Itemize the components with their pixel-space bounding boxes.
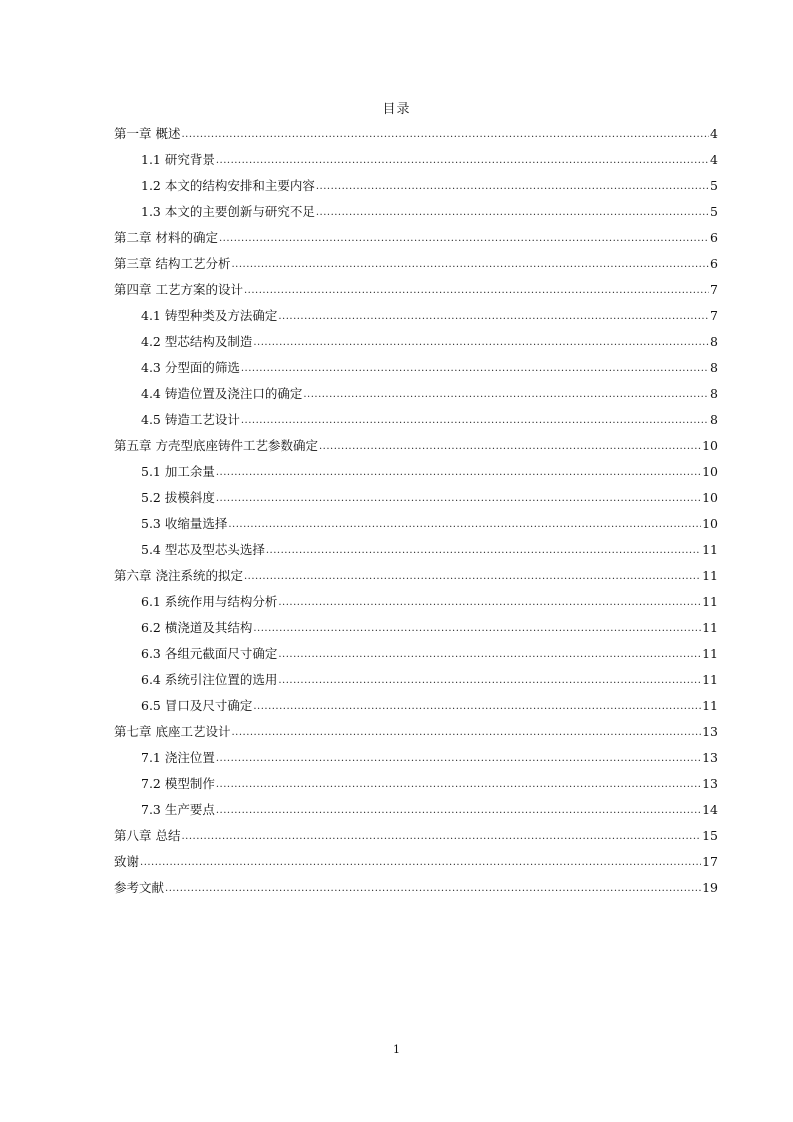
toc-entry[interactable] xyxy=(114,173,718,199)
toc-entry-label: 第六章 浇注系统的拟定 xyxy=(114,568,243,583)
toc-entry[interactable] xyxy=(114,459,718,485)
toc-leader-dots xyxy=(216,773,701,797)
toc-entry-page: 11 xyxy=(702,646,718,661)
toc-entry-page: 8 xyxy=(710,360,718,375)
toc-entry-label: 第四章 工艺方案的设计 xyxy=(114,282,243,297)
toc-entry-page: 13 xyxy=(702,724,718,739)
toc-entry-label: 4.1 铸型种类及方法确定 xyxy=(141,308,278,323)
toc-leader-dots xyxy=(253,617,701,641)
toc-entry-label: 1.1 研究背景 xyxy=(141,152,215,167)
toc-entry[interactable] xyxy=(114,667,718,693)
toc-leader-dots xyxy=(241,357,709,381)
toc-entry[interactable] xyxy=(114,615,718,641)
toc-entry-page: 5 xyxy=(710,178,718,193)
toc-entry[interactable] xyxy=(114,589,718,615)
toc-leader-dots xyxy=(181,825,701,849)
toc-entry-label: 1.2 本文的结构安排和主要内容 xyxy=(141,178,315,193)
toc-entry-page: 8 xyxy=(710,386,718,401)
toc-entry-page: 17 xyxy=(702,854,718,869)
toc-entry-page: 11 xyxy=(702,594,718,609)
toc-entry-label: 第三章 结构工艺分析 xyxy=(114,256,231,271)
toc-entry-label: 7.1 浇注位置 xyxy=(141,750,215,765)
toc-leader-dots xyxy=(278,643,701,667)
toc-entry-page: 8 xyxy=(710,334,718,349)
toc-leader-dots xyxy=(316,201,709,225)
toc-leader-dots xyxy=(266,539,701,563)
toc-entry-page: 13 xyxy=(702,776,718,791)
toc-leader-dots xyxy=(303,383,709,407)
toc-entry-label: 6.5 冒口及尺寸确定 xyxy=(141,698,253,713)
toc-entry[interactable] xyxy=(114,329,718,355)
toc-entry-label: 4.3 分型面的筛选 xyxy=(141,360,240,375)
toc-leader-dots xyxy=(228,513,701,537)
toc-entry-label: 5.2 拔模斜度 xyxy=(141,490,215,505)
toc-entry[interactable] xyxy=(114,693,718,719)
toc-entry[interactable] xyxy=(114,199,718,225)
toc-entry[interactable] xyxy=(114,121,718,147)
toc-entry-page: 11 xyxy=(702,672,718,687)
toc-entry[interactable] xyxy=(114,407,718,433)
toc-entry[interactable] xyxy=(114,719,718,745)
toc-entry-label: 1.3 本文的主要创新与研究不足 xyxy=(141,204,315,219)
toc-entry-label: 4.2 型芯结构及制造 xyxy=(141,334,253,349)
toc-leader-dots xyxy=(244,565,701,589)
toc-entry-label: 致谢 xyxy=(114,854,140,869)
toc-entry[interactable] xyxy=(114,563,718,589)
toc-leader-dots xyxy=(253,331,709,355)
toc-entry-label: 第二章 材料的确定 xyxy=(114,230,218,245)
toc-entry-label: 4.4 铸造位置及浇注口的确定 xyxy=(141,386,303,401)
toc-leader-dots xyxy=(216,799,701,823)
table-of-contents xyxy=(114,121,718,901)
toc-leader-dots xyxy=(278,591,701,615)
toc-leader-dots xyxy=(241,409,709,433)
toc-entry[interactable] xyxy=(114,823,718,849)
toc-entry-page: 6 xyxy=(710,256,718,271)
toc-entry-label: 5.4 型芯及型芯头选择 xyxy=(141,542,265,557)
toc-leader-dots xyxy=(165,877,701,901)
toc-entry-label: 6.2 横浇道及其结构 xyxy=(141,620,253,635)
toc-entry-label: 6.1 系统作用与结构分析 xyxy=(141,594,278,609)
toc-entry-label: 第一章 概述 xyxy=(114,126,181,141)
toc-entry[interactable] xyxy=(114,849,718,875)
toc-entry-page: 10 xyxy=(702,438,718,453)
toc-entry-page: 11 xyxy=(702,620,718,635)
toc-entry[interactable] xyxy=(114,225,718,251)
toc-entry[interactable] xyxy=(114,355,718,381)
toc-entry[interactable] xyxy=(114,641,718,667)
toc-entry-label: 7.3 生产要点 xyxy=(141,802,215,817)
toc-leader-dots xyxy=(219,227,709,251)
toc-entry-label: 第五章 方壳型底座铸件工艺参数确定 xyxy=(114,438,318,453)
toc-entry-page: 10 xyxy=(702,516,718,531)
toc-entry[interactable] xyxy=(114,771,718,797)
page-number: 1 xyxy=(393,1043,400,1056)
toc-entry-label: 第七章 底座工艺设计 xyxy=(114,724,231,739)
toc-entry[interactable] xyxy=(114,745,718,771)
toc-entry-page: 4 xyxy=(710,152,718,167)
toc-leader-dots xyxy=(216,461,701,485)
toc-entry[interactable] xyxy=(114,511,718,537)
toc-leader-dots xyxy=(278,305,709,329)
toc-entry[interactable] xyxy=(114,303,718,329)
toc-leader-dots xyxy=(140,851,701,875)
toc-entry-label: 4.5 铸造工艺设计 xyxy=(141,412,240,427)
toc-entry-page: 15 xyxy=(702,828,718,843)
toc-entry-page: 13 xyxy=(702,750,718,765)
toc-leader-dots xyxy=(216,487,701,511)
toc-entry-label: 第八章 总结 xyxy=(114,828,181,843)
toc-entry[interactable] xyxy=(114,251,718,277)
toc-leader-dots xyxy=(278,669,701,693)
toc-entry[interactable] xyxy=(114,485,718,511)
toc-leader-dots xyxy=(231,253,709,277)
toc-entry-label: 5.3 收缩量选择 xyxy=(141,516,228,531)
toc-entry-page: 10 xyxy=(702,490,718,505)
toc-entry-page: 19 xyxy=(702,880,718,895)
toc-leader-dots xyxy=(216,149,709,173)
page-title: 目录 xyxy=(382,102,411,117)
toc-entry[interactable] xyxy=(114,433,718,459)
toc-entry-page: 11 xyxy=(702,542,718,557)
toc-leader-dots xyxy=(319,435,701,459)
toc-entry[interactable] xyxy=(114,797,718,823)
toc-entry-label: 5.1 加工余量 xyxy=(141,464,215,479)
toc-entry-page: 7 xyxy=(710,282,718,297)
toc-entry-label: 6.3 各组元截面尺寸确定 xyxy=(141,646,278,661)
toc-entry-page: 11 xyxy=(702,698,718,713)
toc-entry[interactable] xyxy=(114,875,718,901)
toc-leader-dots xyxy=(253,695,701,719)
toc-leader-dots xyxy=(316,175,709,199)
toc-entry-page: 14 xyxy=(702,802,718,817)
toc-entry-page: 10 xyxy=(702,464,718,479)
toc-entry-label: 6.4 系统引注位置的选用 xyxy=(141,672,278,687)
toc-leader-dots xyxy=(244,279,709,303)
toc-entry-page: 6 xyxy=(710,230,718,245)
toc-entry-page: 7 xyxy=(710,308,718,323)
toc-entry[interactable] xyxy=(114,381,718,407)
toc-entry-label: 参考文献 xyxy=(114,880,165,895)
toc-entry-page: 5 xyxy=(710,204,718,219)
toc-entry[interactable] xyxy=(114,537,718,563)
toc-entry[interactable] xyxy=(114,277,718,303)
toc-entry-page: 4 xyxy=(710,126,718,141)
toc-leader-dots xyxy=(181,123,709,147)
toc-leader-dots xyxy=(216,747,701,771)
toc-entry-page: 11 xyxy=(702,568,718,583)
toc-entry-label: 7.2 模型制作 xyxy=(141,776,215,791)
toc-entry[interactable] xyxy=(114,147,718,173)
toc-leader-dots xyxy=(231,721,701,745)
toc-entry-page: 8 xyxy=(710,412,718,427)
